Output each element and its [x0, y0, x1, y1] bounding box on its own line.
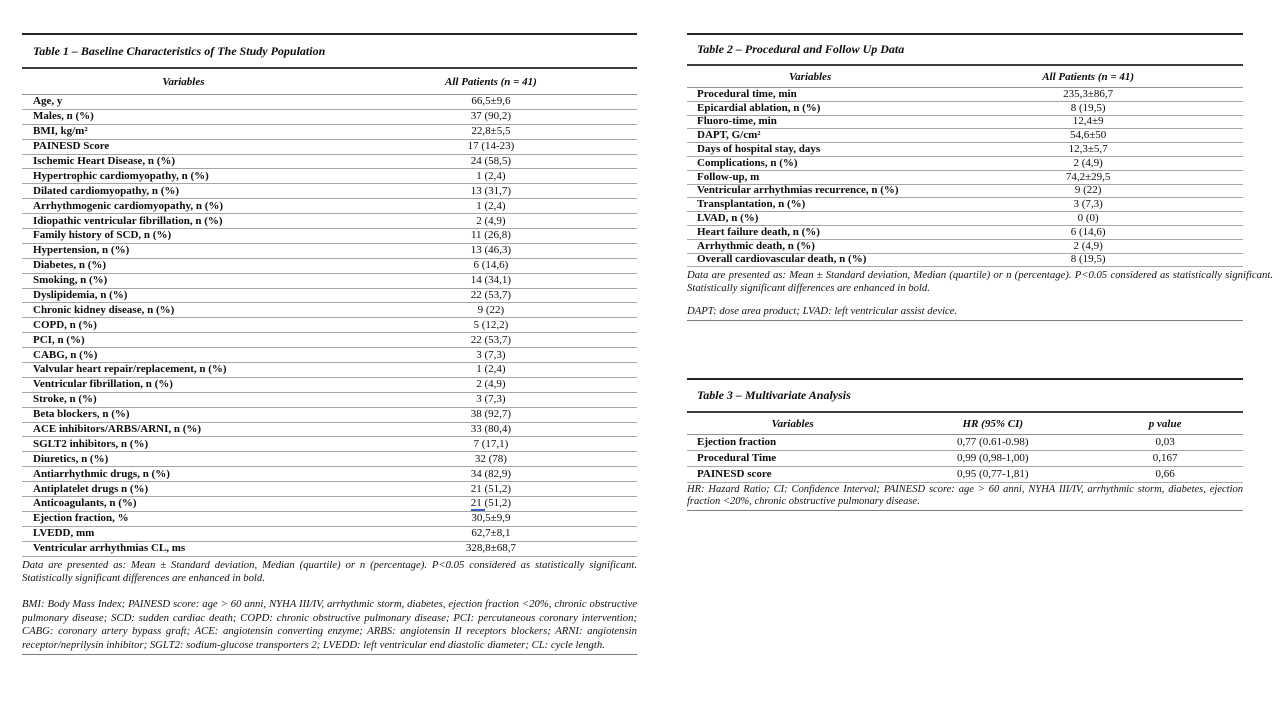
- row-hr-value: 0,77 (0.61-0.98): [957, 436, 1029, 448]
- row-value-text: 32 (78): [474, 452, 507, 465]
- row-value-text: 2 (4,9): [1073, 239, 1103, 252]
- row-value: [933, 144, 1243, 155]
- table-row: [22, 289, 637, 304]
- row-value-text: 2 (4,9): [476, 378, 506, 391]
- row-value: [933, 130, 1243, 141]
- row-value: [345, 245, 637, 256]
- row-label: Ejection fraction: [697, 437, 777, 448]
- table-2-procedural-follow-up: [687, 33, 1273, 321]
- row-value-text: 6 (14,6): [473, 259, 509, 272]
- row-label: COPD, n (%): [33, 319, 97, 331]
- row-value: [345, 454, 637, 465]
- row-value-text: 9 (22): [1074, 184, 1102, 197]
- row-label: Ejection fraction, %: [33, 513, 129, 525]
- row-label: ACE inhibitors/ARBS/ARNI, n (%): [33, 424, 202, 436]
- row-label: Anticoagulants, n (%): [33, 498, 137, 510]
- row-value: [345, 305, 637, 316]
- row-label: Follow-up, m: [697, 171, 760, 183]
- table-row: [687, 240, 1243, 254]
- table1-header-row: [22, 67, 637, 95]
- table-row: [22, 348, 637, 363]
- table3-footnote-abbreviations: HR: Hazard Ratio; CI: Confidence Interval; PAINESD score: age > 60 anni, NYHA III/IV, arrhythmic storm, diabetes, ejection fraction <20%, chronic obstructive pulmonary disease.: [687, 484, 1243, 507]
- table-row: [22, 393, 637, 408]
- row-value: [933, 185, 1243, 196]
- table-row: [687, 226, 1243, 240]
- table-row: [687, 435, 1243, 451]
- table2-footnote-abbreviations: DAPT: dose area product; LVAD: left ventricular assist device.: [687, 305, 958, 318]
- row-label: Overall cardiovascular death, n (%): [697, 254, 867, 266]
- row-value-text: 1 (2,4): [476, 363, 506, 376]
- table-row: [22, 437, 637, 452]
- row-label: Fluoro-time, min: [697, 116, 777, 128]
- table-row: [22, 259, 637, 274]
- row-label: Procedural time, min: [697, 88, 797, 100]
- row-label: DAPT, G/cm²: [697, 130, 761, 142]
- row-label: Transplantation, n (%): [697, 199, 806, 211]
- row-label: Valvular heart repair/replacement, n (%): [33, 364, 227, 376]
- row-value: [345, 141, 637, 152]
- row-value-text: 2 (4,9): [476, 214, 506, 227]
- row-label: Dilated cardiomyopathy, n (%): [33, 185, 180, 197]
- table3-bottom-rule: [687, 510, 1243, 511]
- grammar-underline-mark: 21: [470, 497, 485, 510]
- row-value-text: 17 (14-23): [467, 140, 515, 153]
- row-value: [933, 89, 1243, 100]
- table-row: [22, 125, 637, 140]
- table-row: [22, 140, 637, 155]
- row-label: Beta blockers, n (%): [33, 409, 130, 421]
- row-value: [345, 216, 637, 227]
- row-value-text: 12,4±9: [1072, 115, 1104, 128]
- row-label: Age, y: [33, 96, 63, 108]
- row-value: [345, 126, 637, 137]
- row-value: [345, 186, 637, 197]
- column-header-variables: Variables: [771, 417, 814, 430]
- row-value-text: 5 (12,2): [473, 318, 509, 331]
- table1-body: [22, 95, 637, 557]
- row-value-text: (51,2): [484, 497, 512, 510]
- column-header-all-patients: All Patients (n = 41): [1042, 70, 1135, 83]
- row-label: Family history of SCD, n (%): [33, 230, 172, 242]
- table-row: [22, 303, 637, 318]
- table3-caption: Table 3 – Multivariate Analysis: [697, 388, 851, 402]
- row-label: Antiarrhythmic drugs, n (%): [33, 468, 170, 480]
- row-value: [345, 350, 637, 361]
- table-row: [687, 467, 1243, 483]
- row-value-text: 14 (34,1): [470, 274, 512, 287]
- row-value: [345, 96, 637, 107]
- table-1-baseline-characteristics: [22, 33, 637, 655]
- row-value: [933, 241, 1243, 252]
- row-value: [345, 364, 637, 375]
- row-value-text: 12,3±5,7: [1068, 143, 1108, 156]
- row-label: BMI, kg/m²: [33, 126, 88, 138]
- row-value-text: 22 (53,7): [470, 333, 512, 346]
- row-label: CABG, n (%): [33, 349, 98, 361]
- table2-caption: Table 2 – Procedural and Follow Up Data: [697, 42, 905, 56]
- table-3-multivariate-analysis: [687, 378, 1243, 511]
- table-row: [22, 527, 637, 542]
- table-row: [22, 497, 637, 512]
- table-row: [687, 212, 1243, 226]
- row-value: [345, 335, 637, 346]
- row-value: [345, 111, 637, 122]
- table-row: [687, 116, 1243, 130]
- row-label: Hypertrophic cardiomyopathy, n (%): [33, 170, 209, 182]
- table1-footnote-abbreviations: BMI: Body Mass Index; PAINESD score: age > 60 anni, NYHA III/IV, arrhythmic storm, diabetes, ejection fraction <20%, chronic obstructive pulmonary disease; SCD: sudden cardiac death; COPD: chronic obstructive pulmonary disease; PCI: percutaneous coronary intervention; CABG: coronary artery bypass graft; ACE: angiotensin converting enzyme; ARBS: angiotensin II receptors blockers; ARNI: angiotensin receptor/neprilysin inhibitor; SGLT2: sodium-glucose transporters 2; LVEDD: left ventricular end diastolic diameter; CL: cycle length.: [22, 598, 637, 651]
- row-value: [933, 254, 1243, 265]
- row-value: [933, 213, 1243, 224]
- table-row: [22, 244, 637, 259]
- row-label: LVEDD, mm: [33, 528, 95, 540]
- table-row: [22, 408, 637, 423]
- table-row: [22, 363, 637, 378]
- row-label: Males, n (%): [33, 111, 94, 123]
- table-row: [687, 143, 1243, 157]
- row-label: Ventricular fibrillation, n (%): [33, 379, 173, 391]
- row-value: [345, 290, 637, 301]
- row-value: [345, 320, 637, 331]
- row-value-text: 235,3±86,7: [1063, 87, 1114, 100]
- table-row: [687, 157, 1243, 171]
- row-label: SGLT2 inhibitors, n (%): [33, 438, 149, 450]
- table-row: [22, 214, 637, 229]
- row-value-text: 8 (19,5): [1070, 101, 1106, 114]
- row-label: LVAD, n (%): [697, 213, 759, 225]
- row-label: Stroke, n (%): [33, 394, 97, 406]
- column-header-p-value: p value: [1148, 417, 1182, 430]
- row-value: [345, 439, 637, 450]
- row-value-text: 34 (82,9): [470, 467, 512, 480]
- row-label: PAINESD score: [697, 469, 772, 480]
- row-value: [933, 227, 1243, 238]
- row-label: Diabetes, n (%): [33, 260, 107, 272]
- column-header-variables: Variables: [162, 75, 205, 88]
- column-header-variables: Variables: [789, 70, 832, 83]
- table-row: [22, 169, 637, 184]
- row-value-text: 54,6±50: [1069, 129, 1107, 142]
- table-row: [22, 199, 637, 214]
- row-value-text: 6 (14,6): [1070, 225, 1106, 238]
- row-value-text: 3 (7,3): [1073, 198, 1103, 211]
- row-value-text: 7 (17,1): [473, 437, 509, 450]
- row-value-text: 24 (58,5): [470, 155, 512, 167]
- row-label: PCI, n (%): [33, 334, 85, 346]
- table3-header-row: [687, 411, 1243, 435]
- table-row: [687, 171, 1243, 185]
- table-row: [22, 229, 637, 244]
- row-value: [345, 379, 637, 390]
- table-row: [22, 423, 637, 438]
- row-value-text: 66,5±9,6: [471, 95, 511, 108]
- row-label: Smoking, n (%): [33, 275, 108, 287]
- row-p-value: 0,167: [1152, 452, 1178, 464]
- row-value-text: 22,8±5,5: [471, 125, 511, 138]
- table-row: [22, 378, 637, 393]
- row-value: [345, 275, 637, 286]
- table-row: [22, 482, 637, 497]
- row-value: [345, 543, 637, 554]
- table1-caption: Table 1 – Baseline Characteristics of The Study Population: [33, 44, 326, 58]
- row-value: [345, 394, 637, 405]
- table-row: [22, 467, 637, 482]
- row-label: Diuretics, n (%): [33, 453, 109, 465]
- table2-footnote-statistics: Data are presented as: Mean ± Standard deviation, Median (quartile) or n (percentage). P<0.05 considered as statistically significant. Statistically significant differences are enhanced in bold.: [687, 269, 1273, 295]
- table2-header-row: [687, 64, 1243, 88]
- row-value-text: 11 (26,8): [470, 229, 511, 242]
- row-value-text: 33 (80,4): [470, 423, 512, 436]
- column-header-all-patients: All Patients (n = 41): [445, 75, 537, 88]
- row-value-text: 21 (51,2): [470, 482, 512, 495]
- row-value: [933, 158, 1243, 169]
- row-value: [933, 199, 1243, 210]
- row-value: [345, 484, 637, 495]
- row-label: Complications, n (%): [697, 157, 798, 169]
- row-label: Hypertension, n (%): [33, 245, 130, 257]
- table-row: [687, 451, 1243, 467]
- table-row: [22, 184, 637, 199]
- table-row: [22, 155, 637, 170]
- row-value-text: 62,7±8,1: [471, 527, 511, 540]
- table-row: [22, 110, 637, 125]
- row-value-text: 328,8±68,7: [465, 542, 516, 555]
- row-value-text: 2 (4,9): [1073, 156, 1103, 169]
- row-value-text: 13 (46,3): [470, 244, 512, 257]
- row-value: [345, 409, 637, 420]
- row-label: Ischemic Heart Disease, n (%): [33, 156, 176, 167]
- row-value-text: 1 (2,4): [476, 199, 506, 212]
- table2-bottom-rule: [687, 320, 1243, 321]
- row-value: [933, 172, 1243, 183]
- row-label: Antiplatelet drugs n (%): [33, 483, 149, 495]
- table-row: [22, 512, 637, 527]
- row-value: [345, 230, 637, 241]
- row-label: Days of hospital stay, days: [697, 144, 821, 156]
- row-value: [345, 171, 637, 182]
- table3-body: [687, 435, 1243, 483]
- row-value: [345, 513, 637, 524]
- row-label: Idiopathic ventricular fibrillation, n (%): [33, 215, 223, 227]
- table2-body: [687, 88, 1243, 267]
- table-row: [22, 274, 637, 289]
- row-hr-value: 0,95 (0,77-1,81): [957, 468, 1029, 480]
- row-label: Dyslipidemia, n (%): [33, 290, 128, 302]
- table-row: [687, 102, 1243, 116]
- table-row: [687, 254, 1243, 268]
- table-row: [687, 198, 1243, 212]
- table-row: [687, 129, 1243, 143]
- row-value: [345, 201, 637, 212]
- row-value: [933, 116, 1243, 127]
- row-value: [345, 528, 637, 539]
- row-value: [345, 424, 637, 435]
- row-value-text: 9 (22): [477, 303, 505, 316]
- row-value-text: 1 (2,4): [476, 169, 506, 182]
- row-label: PAINESD Score: [33, 141, 110, 153]
- table-row: [22, 318, 637, 333]
- row-label: Arrhythmic death, n (%): [697, 240, 815, 252]
- row-value-text: 22 (53,7): [470, 289, 512, 302]
- table1-footnote-statistics: Data are presented as: Mean ± Standard deviation, Median (quartile) or n (percentage). P<0.05 considered as statistically significant. Statistically significant differences are enhanced in bold.: [22, 558, 637, 585]
- row-label: Chronic kidney disease, n (%): [33, 304, 175, 316]
- row-label: Epicardial ablation, n (%): [697, 102, 821, 114]
- row-value-text: 37 (90,2): [470, 110, 512, 123]
- row-value: [345, 498, 637, 509]
- row-value-text: 13 (31,7): [470, 184, 512, 197]
- row-value-text: 74,2±29,5: [1065, 170, 1111, 183]
- table-row: [22, 452, 637, 467]
- row-value-text: 8 (19,5): [1070, 253, 1106, 266]
- row-value-text: 3 (7,3): [476, 348, 506, 361]
- row-hr-value: 0,99 (0,98-1,00): [957, 452, 1029, 464]
- row-label: Ventricular arrhythmias recurrence, n (%): [697, 185, 899, 197]
- row-value: [933, 103, 1243, 114]
- row-p-value: 0,03: [1155, 436, 1175, 448]
- row-label: Ventricular arrhythmias CL, ms: [33, 543, 186, 555]
- row-value-text: 30,5±9,9: [471, 512, 511, 525]
- row-value: [345, 469, 637, 480]
- table-row: [22, 333, 637, 348]
- table-row: [687, 88, 1243, 102]
- table1-bottom-rule: [22, 654, 637, 655]
- table-row: [687, 185, 1243, 199]
- row-value-text: 3 (7,3): [476, 393, 506, 406]
- row-value-text: 38 (92,7): [470, 408, 512, 421]
- row-label: Arrhythmogenic cardiomyopathy, n (%): [33, 200, 224, 212]
- table-row: [22, 95, 637, 110]
- table-row: [22, 542, 637, 557]
- row-p-value: 0,66: [1155, 468, 1175, 480]
- row-value: [345, 156, 637, 167]
- row-label: Procedural Time: [697, 453, 777, 464]
- row-label: Heart failure death, n (%): [697, 226, 820, 238]
- column-header-hr-ci: HR (95% CI): [962, 417, 1024, 430]
- row-value-text: 0 (0): [1077, 212, 1099, 225]
- row-value: [345, 260, 637, 271]
